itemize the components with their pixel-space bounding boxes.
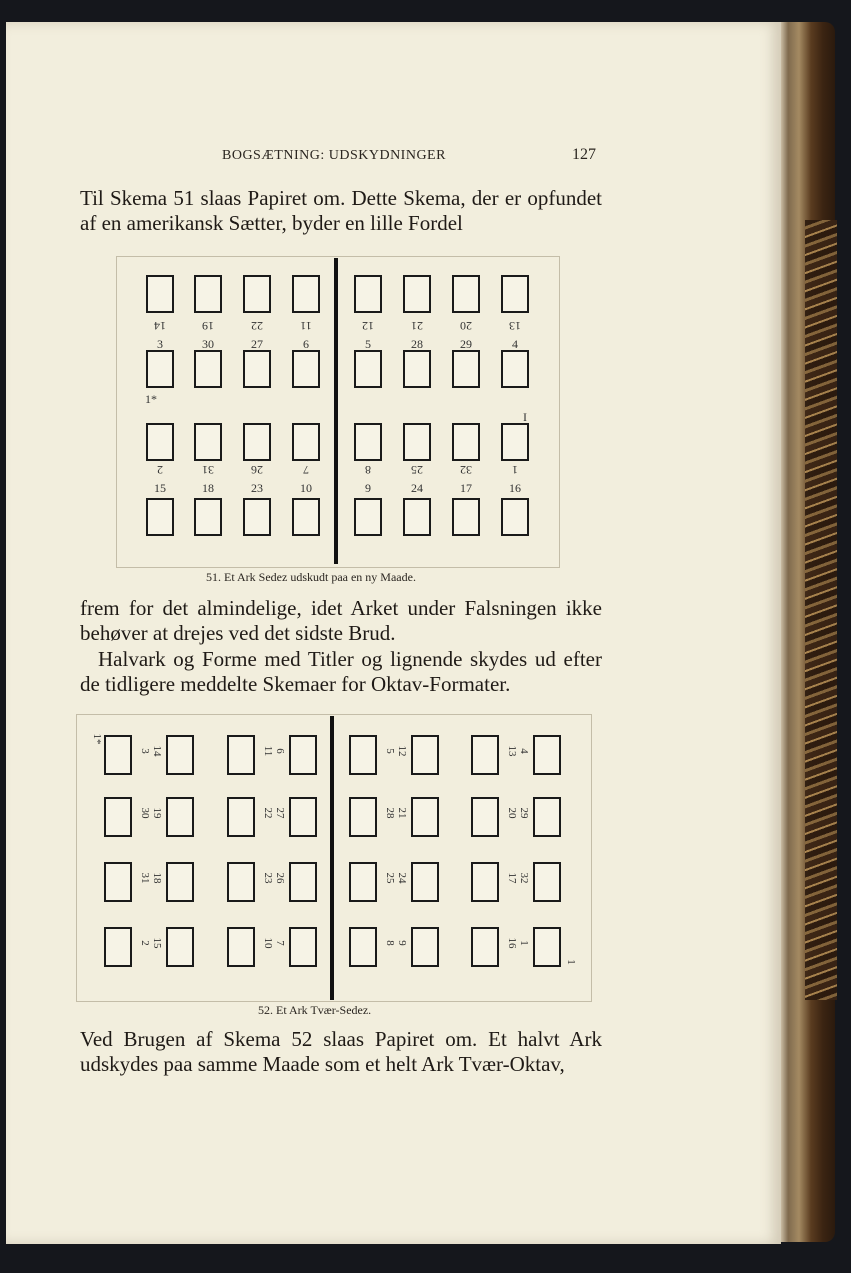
page-number-sideways: 6 (274, 748, 286, 754)
sheet-box (452, 350, 480, 388)
page-number-label: 17 (460, 481, 472, 495)
page-number-sideways: 25 (384, 872, 396, 884)
page-number-rotated: 14 (154, 319, 166, 333)
page-number-label: 3 (157, 337, 163, 351)
sheet-box (104, 735, 132, 775)
page-number-sideways: 3 (139, 748, 151, 754)
page-number-sideways: 13 (506, 745, 518, 757)
sheet-box (146, 275, 174, 313)
page-number-sideways: 20 (506, 807, 518, 819)
sheet-box (354, 498, 382, 536)
sheet-box (104, 862, 132, 902)
sheet-box (104, 927, 132, 967)
sheet-box (403, 350, 431, 388)
page-number-sideways: 8 (384, 940, 396, 946)
page-number-rotated: 25 (411, 463, 423, 477)
sheet-box (292, 423, 320, 461)
figure-51-divider (334, 258, 338, 564)
sheet-box (533, 862, 561, 902)
sheet-box (194, 423, 222, 461)
page-number-label: 4 (512, 337, 518, 351)
sheet-box (452, 498, 480, 536)
page-number-sideways: 29 (518, 807, 530, 819)
page-number-rotated: 32 (460, 463, 472, 477)
sheet-box (289, 927, 317, 967)
page-number-sideways: 12 (396, 745, 408, 757)
page-number-sideways: 28 (384, 807, 396, 819)
first-page-mark: 1* (145, 392, 157, 406)
figure-51 (116, 256, 560, 568)
paragraph-1: Til Skema 51 slaas Papiret om. Dette Skema, der er opfundet af en amerikansk Sætter, byder en lille Fordel (80, 186, 602, 235)
page-number: 127 (572, 146, 596, 163)
page-number-rotated: 8 (365, 463, 371, 477)
page-number-rotated: 26 (251, 463, 263, 477)
sheet-box (411, 797, 439, 837)
page-number-sideways: 17 (506, 872, 518, 884)
page-number-label: 15 (154, 481, 166, 495)
page-number-rotated: 22 (251, 319, 263, 333)
page-number-sideways: 14 (151, 745, 163, 757)
sheet-box (501, 423, 529, 461)
paragraph-4: Ved Brugen af Skema 52 slaas Papiret om. Et halvt Ark udskydes paa samme Maade som et helt Ark Tvær-Oktav, (80, 1027, 602, 1076)
sheet-box (501, 498, 529, 536)
sheet-box (227, 862, 255, 902)
sheet-box (243, 275, 271, 313)
sheet-box (166, 797, 194, 837)
page-number-label: 28 (411, 337, 423, 351)
sheet-box (289, 862, 317, 902)
page-number-sideways: 7 (274, 940, 286, 946)
page-number-sideways: 32 (518, 872, 530, 884)
sheet-box (349, 927, 377, 967)
page-number-label: 29 (460, 337, 472, 351)
page-number-sideways: 27 (274, 807, 286, 819)
sheet-box (354, 350, 382, 388)
page-number-sideways: 16 (506, 937, 518, 949)
sheet-box (411, 927, 439, 967)
sheet-box (349, 862, 377, 902)
sheet-box (194, 498, 222, 536)
sheet-box (452, 423, 480, 461)
first-page-mark: 1 (565, 959, 577, 965)
page-number-label: 23 (251, 481, 263, 495)
sheet-box (104, 797, 132, 837)
sheet-box (166, 927, 194, 967)
sheet-box (354, 275, 382, 313)
page-number-rotated: 21 (411, 319, 423, 333)
sheet-box (411, 735, 439, 775)
page-number-sideways: 5 (384, 748, 396, 754)
paragraph-2: frem for det almindelige, idet Arket under Falsningen ikke behøver at drejes ved det sidste Brud. (80, 596, 602, 645)
page-number-sideways: 15 (151, 937, 163, 949)
sheet-box (403, 423, 431, 461)
page-number-sideways: 1 (518, 940, 530, 946)
sheet-box (471, 862, 499, 902)
page-number-sideways: 26 (274, 872, 286, 884)
sheet-box (349, 735, 377, 775)
sheet-box (349, 797, 377, 837)
page-number-sideways: 19 (151, 807, 163, 819)
page-number-rotated: 31 (202, 463, 214, 477)
sheet-box (403, 498, 431, 536)
page-number-rotated: 19 (202, 319, 214, 333)
page-number-sideways: 10 (262, 937, 274, 949)
sheet-box (194, 275, 222, 313)
page-number-rotated: 2 (157, 463, 163, 477)
page-number-sideways: 22 (262, 807, 274, 819)
sheet-box (501, 350, 529, 388)
sheet-box (227, 927, 255, 967)
page-number-sideways: 2 (139, 940, 151, 946)
sheet-box (166, 735, 194, 775)
sheet-box (292, 498, 320, 536)
sheet-box (243, 350, 271, 388)
page-number-label: 30 (202, 337, 214, 351)
page-number-sideways: 30 (139, 807, 151, 819)
page-number-label: 24 (411, 481, 423, 495)
first-page-mark: 1* (91, 733, 103, 745)
first-page-mark: I (523, 410, 527, 424)
sheet-box (243, 498, 271, 536)
sheet-box (403, 275, 431, 313)
sheet-box (227, 797, 255, 837)
page-number-sideways: 11 (262, 745, 274, 757)
page-number-rotated: 20 (460, 319, 472, 333)
sheet-box (533, 735, 561, 775)
sheet-box (501, 275, 529, 313)
sheet-box (166, 862, 194, 902)
sheet-box (533, 927, 561, 967)
sheet-box (243, 423, 271, 461)
page-number-rotated: 1 (512, 463, 518, 477)
marbled-edge (805, 220, 837, 1000)
page-number-label: 27 (251, 337, 263, 351)
page-number-rotated: 12 (362, 319, 374, 333)
sheet-box (289, 797, 317, 837)
sheet-box (471, 735, 499, 775)
page-number-label: 16 (509, 481, 521, 495)
page-number-label: 6 (303, 337, 309, 351)
sheet-box (354, 423, 382, 461)
paragraph-3: Halvark og Forme med Titler og lignende skydes ud efter de tidligere meddelte Skemaer for Oktav-Formater. (80, 647, 602, 696)
sheet-box (227, 735, 255, 775)
sheet-box (471, 927, 499, 967)
figure-52-caption: 52. Et Ark Tvær-Sedez. (258, 1003, 372, 1017)
page-number-label: 18 (202, 481, 214, 495)
page-number-sideways: 24 (396, 872, 408, 884)
page-number-label: 9 (365, 481, 371, 495)
sheet-box (194, 350, 222, 388)
page-number-sideways: 21 (396, 807, 408, 819)
page-number-rotated: 13 (509, 319, 521, 333)
figure-52-divider (330, 716, 334, 1000)
page-number-sideways: 31 (139, 872, 151, 884)
sheet-box (292, 350, 320, 388)
sheet-box (411, 862, 439, 902)
sheet-box (146, 350, 174, 388)
page-number-rotated: 11 (300, 319, 312, 333)
sheet-box (471, 797, 499, 837)
sheet-box (146, 423, 174, 461)
sheet-box (533, 797, 561, 837)
page-number-rotated: 7 (303, 463, 309, 477)
page-number-label: 5 (365, 337, 371, 351)
page-number-sideways: 9 (396, 940, 408, 946)
figure-51-caption: 51. Et Ark Sedez udskudt paa en ny Maade. (206, 570, 416, 584)
page-number-sideways: 23 (262, 872, 274, 884)
sheet-box (452, 275, 480, 313)
sheet-box (292, 275, 320, 313)
page-number-sideways: 4 (518, 748, 530, 754)
page-number-sideways: 18 (151, 872, 163, 884)
page-number-label: 10 (300, 481, 312, 495)
sheet-box (289, 735, 317, 775)
sheet-box (146, 498, 174, 536)
running-head: BOGSÆTNING: UDSKYDNINGER (222, 148, 446, 163)
